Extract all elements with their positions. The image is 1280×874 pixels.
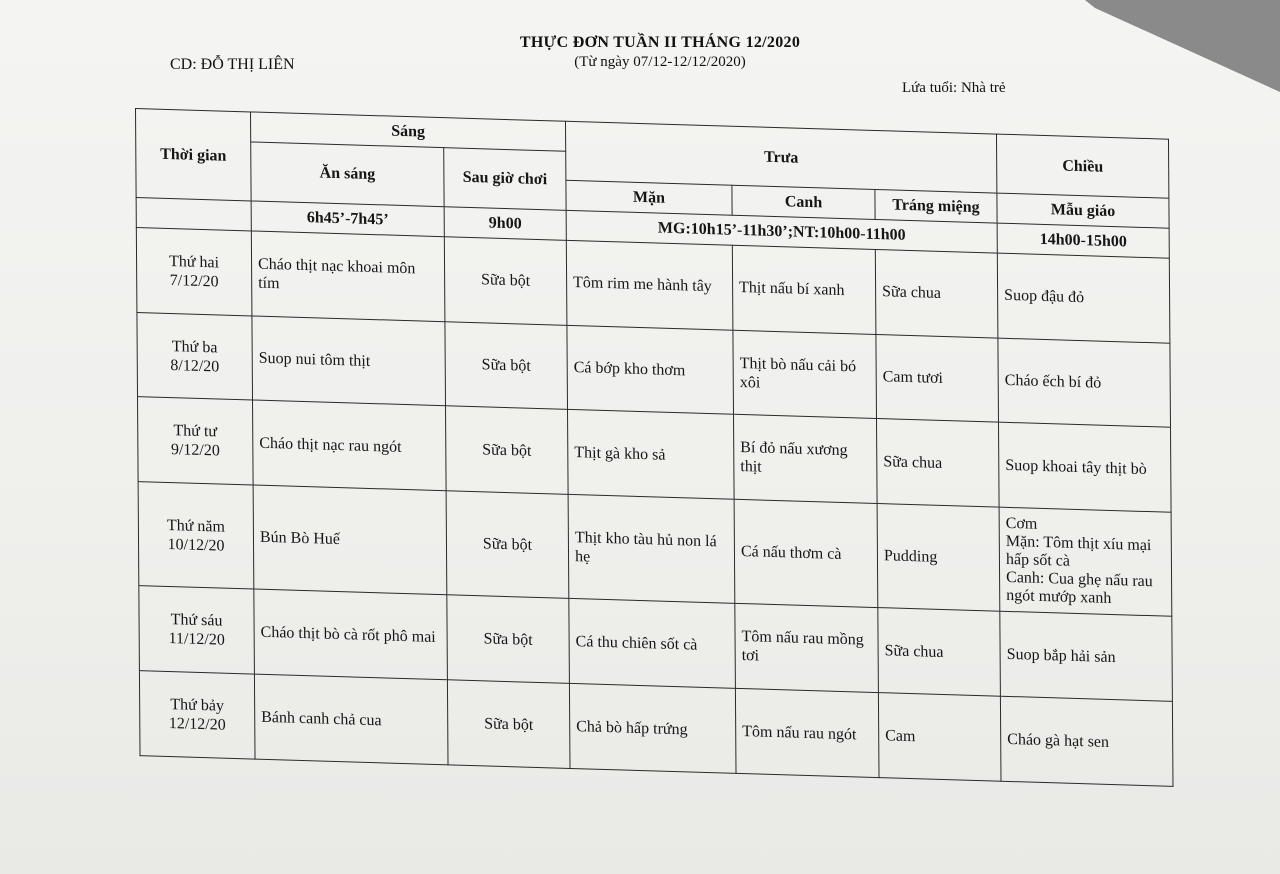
trang-mieng-cell: Sữa chua	[878, 608, 1001, 696]
day-cell	[139, 586, 255, 674]
sau-gio-choi-cell: Sữa bột	[447, 680, 570, 769]
canh-cell: Thịt nấu bí xanh	[732, 245, 876, 334]
day-date: 11/12/20	[168, 630, 225, 649]
canh-cell: Tôm nấu rau ngót	[735, 688, 879, 777]
man-cell: Thịt kho tàu hủ non lá hẹ	[568, 495, 735, 604]
day-name: Thứ tư	[173, 422, 218, 441]
time-an-sang: 6h45’-7h45’	[251, 201, 444, 236]
an-sang-cell: Cháo thịt bò cà rốt phô mai	[254, 589, 448, 680]
an-sang-cell: Bánh canh chả cua	[254, 674, 448, 765]
chieu-cell: Cháo ếch bí đỏ	[998, 338, 1171, 428]
day-name: Thứ bảy	[170, 696, 224, 715]
teacher-name: CD: ĐỖ THỊ LIÊN	[170, 56, 295, 73]
header-mau-giao: Mẫu giáo	[997, 193, 1169, 228]
menu-table	[135, 108, 1174, 787]
day-name: Thứ sáu	[170, 611, 223, 630]
day-cell	[138, 482, 254, 589]
canh-cell: Cá nấu thơm cà	[734, 500, 878, 608]
trang-mieng-cell: Pudding	[877, 504, 1000, 612]
an-sang-cell: Cháo thịt nạc khoai môn tím	[251, 231, 445, 322]
man-cell: Cá bớp kho thơm	[567, 325, 734, 415]
header-an-sang: Ăn sáng	[251, 142, 444, 207]
day-name: Thứ hai	[169, 252, 220, 272]
day-date: 10/12/20	[167, 535, 225, 555]
header-trang-mieng: Tráng miệng	[875, 190, 997, 223]
trang-mieng-cell: Cam	[878, 693, 1001, 782]
an-sang-cell: Cháo thịt nạc rau ngót	[253, 400, 447, 491]
day-cell	[138, 397, 254, 485]
day-cell	[139, 671, 255, 759]
sau-gio-choi-cell: Sữa bột	[445, 321, 568, 409]
trang-mieng-cell: Sữa chua	[877, 419, 1000, 507]
header-chieu: Chiều	[997, 134, 1169, 198]
chieu-cell: Suop đậu đỏ	[997, 253, 1170, 343]
menu-table-wrap	[135, 108, 1175, 789]
sau-gio-choi-cell: Sữa bột	[446, 491, 569, 599]
man-cell: Thịt gà kho sả	[568, 410, 735, 500]
header-time: Thời gian	[136, 109, 252, 201]
canh-cell: Tôm nấu rau mồng tơi	[735, 604, 879, 693]
header-man: Mặn	[566, 181, 732, 216]
age-group: Lứa tuổi: Nhà trẻ	[902, 80, 1006, 96]
man-cell: Chả bò hấp trứng	[569, 683, 736, 773]
day-date: 7/12/20	[169, 271, 219, 291]
chieu-cell: Cháo gà hạt sen	[1000, 696, 1173, 786]
time-cell-empty	[136, 198, 251, 231]
header-sau-gio-choi: Sau giờ chơi	[444, 147, 566, 210]
sau-gio-choi-cell: Sữa bột	[446, 406, 569, 494]
day-date: 9/12/20	[170, 441, 220, 460]
day-cell	[137, 312, 253, 400]
time-chieu: 14h00-15h00	[997, 223, 1169, 258]
header-trua: Trưa	[566, 121, 997, 193]
canh-cell: Bí đỏ nấu xương thịt	[734, 415, 878, 504]
trang-mieng-cell: Cam tươi	[876, 334, 999, 422]
chieu-cell: Suop khoai tây thịt bò	[999, 423, 1172, 513]
man-cell: Cá thu chiên sốt cà	[569, 599, 736, 689]
day-date: 12/12/20	[168, 715, 226, 734]
chieu-line-com: Cơm	[1005, 514, 1038, 533]
an-sang-cell: Bún Bò Huế	[253, 485, 447, 595]
sau-gio-choi-cell: Sữa bột	[444, 236, 567, 324]
day-name: Thứ năm	[166, 516, 225, 536]
day-cell	[136, 227, 252, 315]
header-sang: Sáng	[251, 112, 566, 151]
chieu-line-man: Mặn: Tôm thịt xíu mại hấp sốt cà	[1005, 532, 1152, 570]
chieu-line-canh: Canh: Cua ghẹ nấu rau ngót mướp xanh	[1006, 568, 1153, 607]
time-trua: MG:10h15’-11h30’;NT:10h00-11h00	[566, 210, 997, 252]
sau-gio-choi-cell: Sữa bột	[447, 595, 570, 683]
chieu-cell	[999, 507, 1172, 616]
time-sau-gio-choi: 9h00	[444, 207, 566, 240]
header-canh: Canh	[732, 186, 875, 220]
canh-cell: Thịt bò nấu cải bó xôi	[733, 330, 877, 419]
day-name: Thứ ba	[171, 337, 218, 356]
trang-mieng-cell: Sữa chua	[875, 249, 998, 337]
an-sang-cell: Suop nui tôm thịt	[252, 316, 446, 407]
day-date: 8/12/20	[170, 356, 220, 376]
man-cell: Tôm rim me hành tây	[566, 240, 733, 330]
page-title: THỰC ĐƠN TUẦN II THÁNG 12/2020	[519, 34, 801, 51]
date-range: (Từ ngày 07/12-12/12/2020)	[574, 54, 746, 70]
chieu-cell: Suop bắp hải sản	[1000, 611, 1173, 701]
